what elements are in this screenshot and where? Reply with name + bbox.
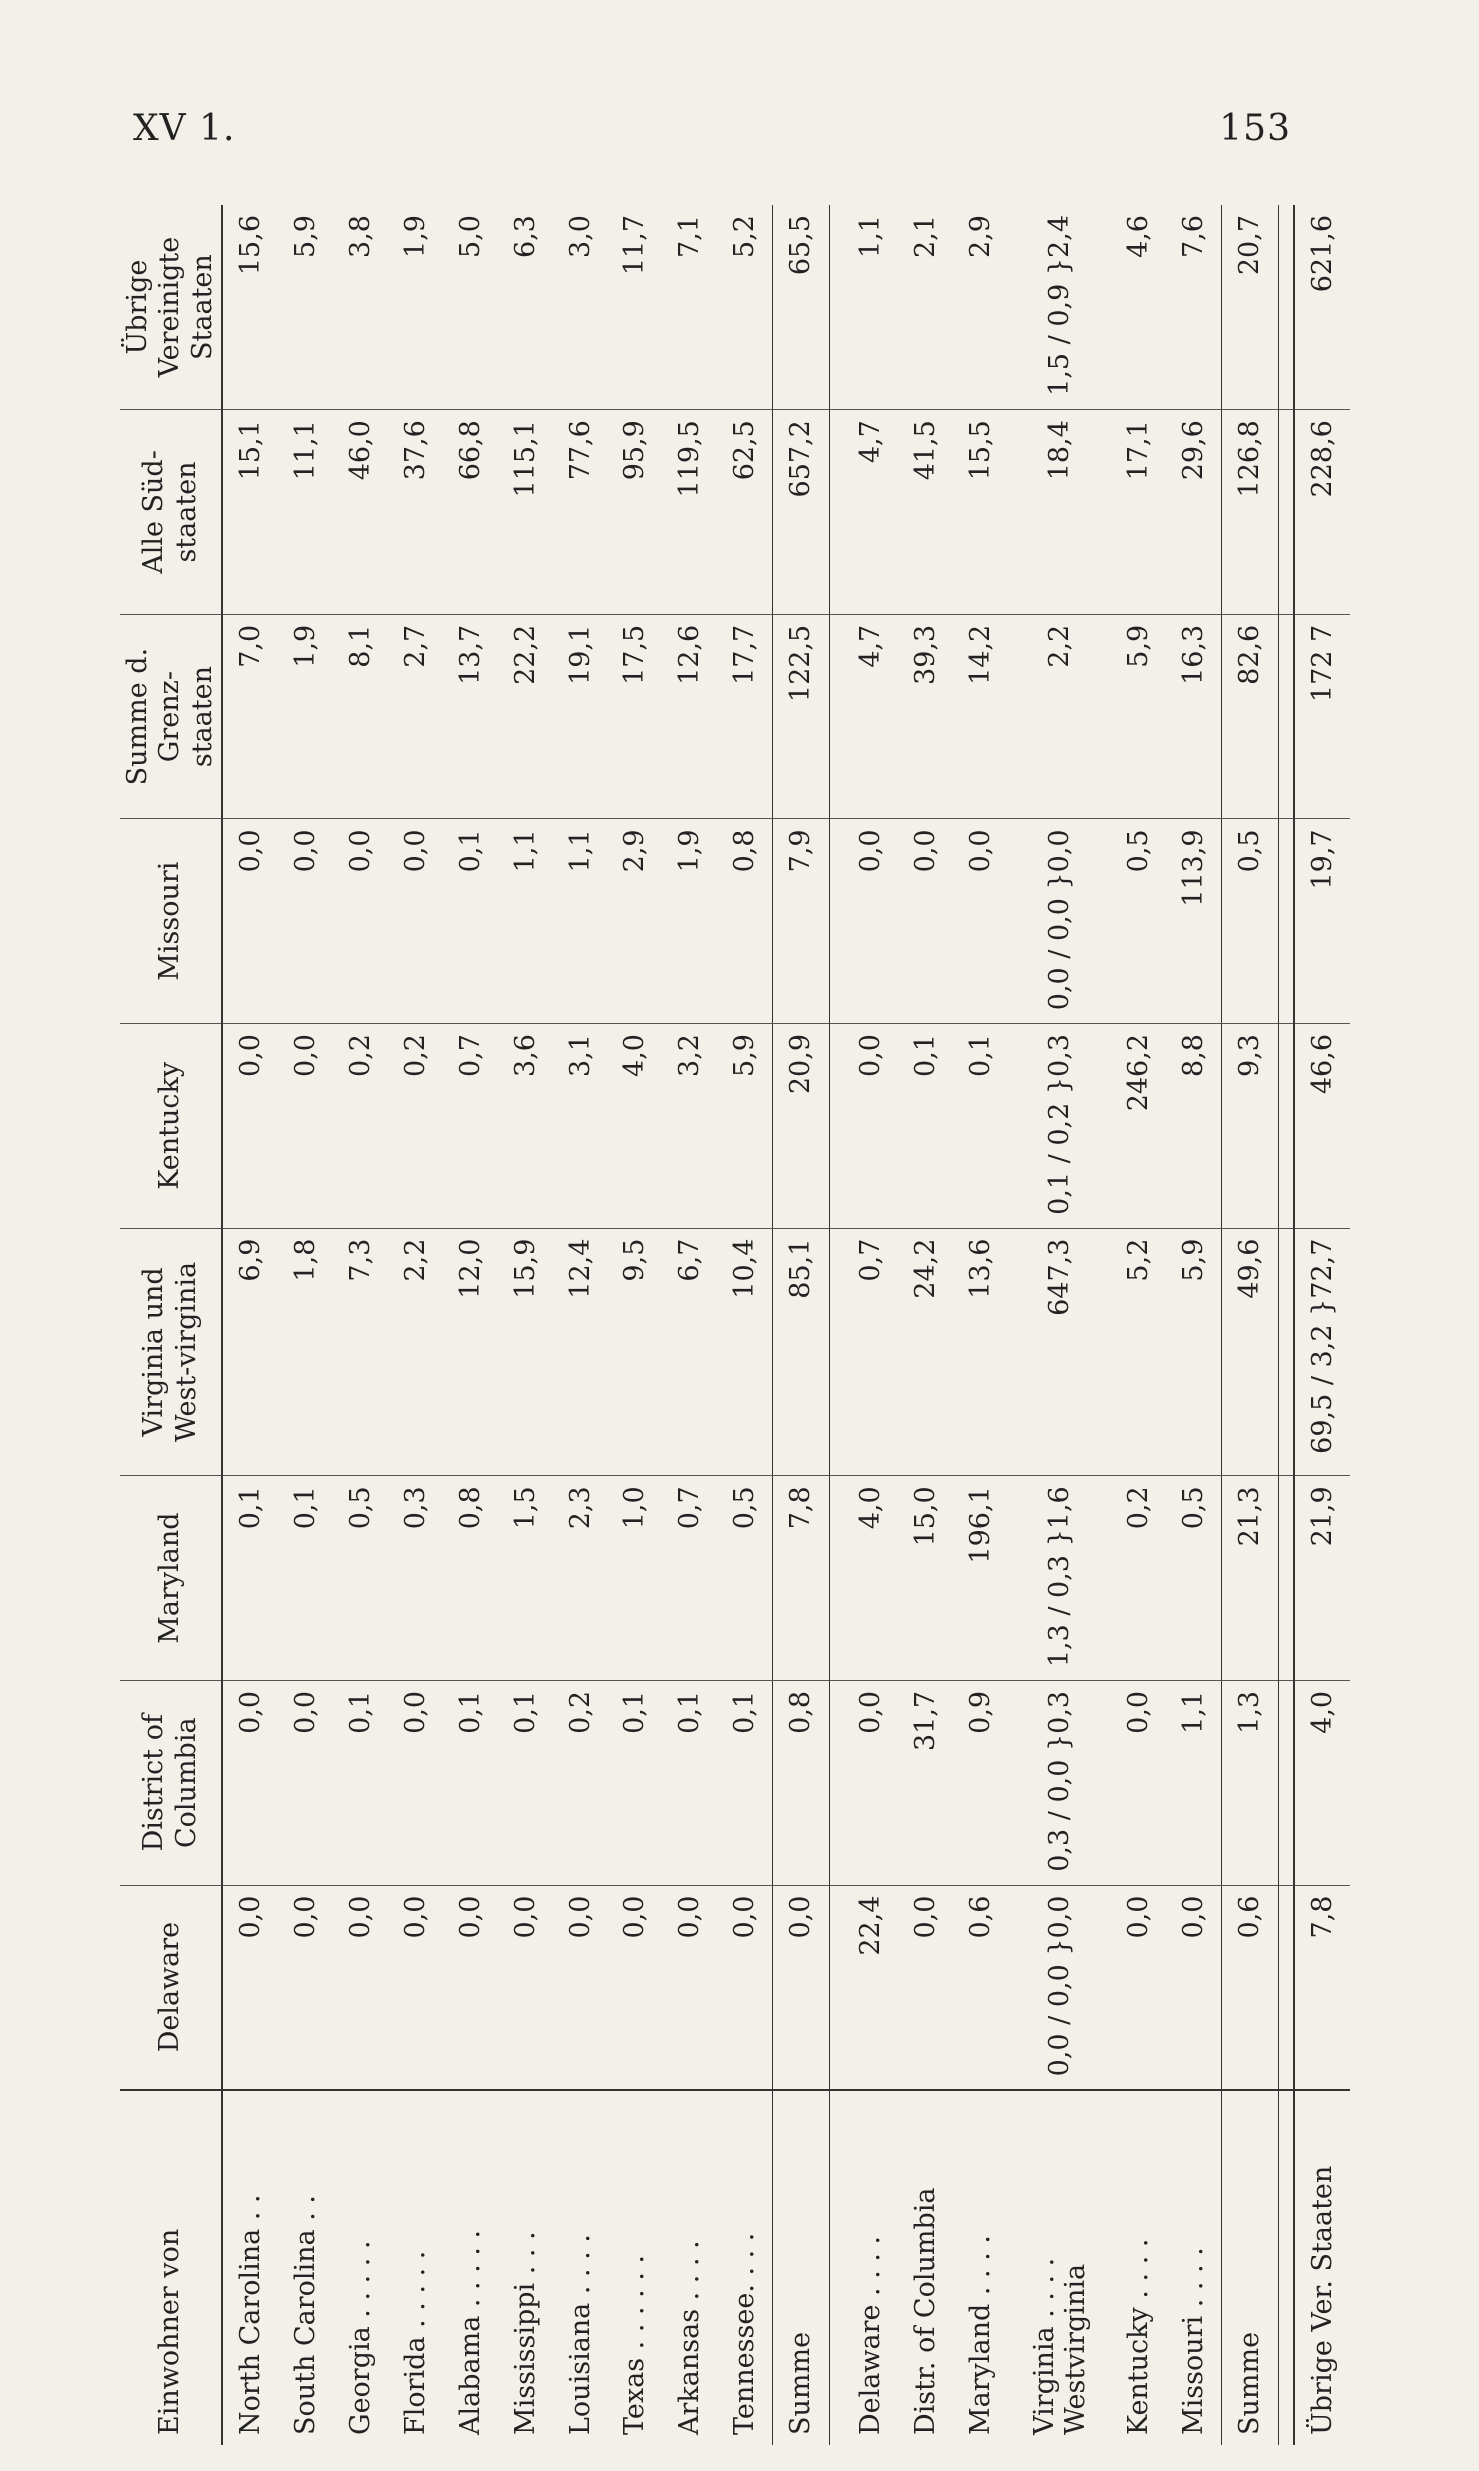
table-cell: 0,0 <box>222 1680 278 1885</box>
table-cell: 0,0 <box>279 1024 334 1229</box>
table-cell: 1,1 <box>844 205 899 410</box>
table-cell: 1,5 <box>498 1476 553 1681</box>
table-row <box>844 205 899 2445</box>
table-cell: 7,8 <box>773 1476 829 1681</box>
table-cell: 0,1 <box>498 1680 553 1885</box>
table-cell: 7,9 <box>773 819 829 1024</box>
table-cell: 49,6 <box>1222 1228 1278 1476</box>
table-row <box>498 205 553 2445</box>
table-cell: 8,1 <box>333 614 388 819</box>
table-row <box>607 205 662 2445</box>
table-cell: 0,1 <box>717 1680 773 1885</box>
table-cell: 0,3 / 0,0 }0,3 <box>1008 1680 1111 1885</box>
table-cell: 7,6 <box>1166 205 1222 410</box>
row-label: North Carolina . . <box>222 2090 278 2445</box>
table-cell: 0,6 <box>1222 1885 1278 2090</box>
table-cell: 0,7 <box>844 1228 899 1476</box>
table-cell: 2,1 <box>898 205 953 410</box>
table-cell: 19,1 <box>553 614 608 819</box>
table-row <box>1166 205 1222 2445</box>
spacer-row <box>829 205 844 2445</box>
table-cell: 16,3 <box>1166 614 1222 819</box>
table-cell: 228,6 <box>1294 410 1350 615</box>
total-row <box>1294 205 1350 2445</box>
table-cell: 2,2 <box>1008 614 1111 819</box>
table-cell: 69,5 / 3,2 }72,7 <box>1294 1228 1350 1476</box>
table-cell: 1,1 <box>553 819 608 1024</box>
column-header: Einwohner von <box>120 2090 222 2445</box>
table-cell: 196,1 <box>953 1476 1008 1681</box>
table-row <box>333 205 388 2445</box>
table-cell: 0,8 <box>443 1476 498 1681</box>
table-cell: 0,1 <box>279 1476 334 1681</box>
table-cell: 0,0 <box>279 1680 334 1885</box>
table-cell: 647,3 <box>1008 1228 1111 1476</box>
table-cell: 172 7 <box>1294 614 1350 819</box>
table-cell: 0,1 <box>333 1680 388 1885</box>
table-cell: 17,5 <box>607 614 662 819</box>
spacer-cell <box>1278 2090 1294 2445</box>
table-cell: 37,6 <box>388 410 443 615</box>
table-cell: 20,7 <box>1222 205 1278 410</box>
table-row <box>553 205 608 2445</box>
table-cell: 7,0 <box>222 614 278 819</box>
table-row <box>1111 205 1166 2445</box>
table-cell: 5,2 <box>717 205 773 410</box>
table-cell: 0,5 <box>1111 819 1166 1024</box>
row-label: Missouri . . . . <box>1166 2090 1222 2445</box>
table-cell: 2,9 <box>953 205 1008 410</box>
page-number: 153 <box>1219 108 1291 149</box>
spacer-cell <box>1278 205 1294 410</box>
table-cell: 115,1 <box>498 410 553 615</box>
table-cell: 0,3 <box>388 1476 443 1681</box>
table-cell: 0,1 <box>222 1476 278 1681</box>
spacer-cell <box>829 614 844 819</box>
table-cell: 12,6 <box>662 614 717 819</box>
table-cell: 24,2 <box>898 1228 953 1476</box>
table-cell: 1,9 <box>279 614 334 819</box>
section-mark: XV 1. <box>133 108 236 149</box>
table-cell: 4,7 <box>844 614 899 819</box>
row-label: Georgia . . . . . <box>333 2090 388 2445</box>
table-cell: 5,9 <box>279 205 334 410</box>
spacer-cell <box>829 205 844 410</box>
table-cell: 0,0 <box>388 1885 443 2090</box>
table-cell: 5,2 <box>1111 1228 1166 1476</box>
row-label: Distr. of Columbia <box>898 2090 953 2445</box>
table-cell: 0,0 <box>498 1885 553 2090</box>
spacer-cell <box>1278 1228 1294 1476</box>
table-cell: 0,0 <box>553 1885 608 2090</box>
table-cell: 9,5 <box>607 1228 662 1476</box>
table-cell: 22,4 <box>844 1885 899 2090</box>
table-cell: 6,3 <box>498 205 553 410</box>
table-cell: 65,5 <box>773 205 829 410</box>
table-cell: 0,0 <box>662 1885 717 2090</box>
table-cell: 0,0 <box>717 1885 773 2090</box>
spacer-cell <box>1278 1885 1294 2090</box>
table-cell: 95,9 <box>607 410 662 615</box>
table-cell: 0,0 <box>279 1885 334 2090</box>
table-cell: 0,0 <box>1111 1885 1166 2090</box>
table-cell: 2,3 <box>553 1476 608 1681</box>
table-cell: 11,1 <box>279 410 334 615</box>
table-cell: 113,9 <box>1166 819 1222 1024</box>
table-cell: 15,9 <box>498 1228 553 1476</box>
table-cell: 119,5 <box>662 410 717 615</box>
table-cell: 5,9 <box>1166 1228 1222 1476</box>
table-cell: 3,1 <box>553 1024 608 1229</box>
table-cell: 0,0 <box>844 1024 899 1229</box>
table-cell: 0,0 <box>222 819 278 1024</box>
table-cell: 0,0 <box>607 1885 662 2090</box>
table-cell: 0,0 <box>1166 1885 1222 2090</box>
row-label: Delaware . . . . <box>844 2090 899 2445</box>
spacer-cell <box>1278 1680 1294 1885</box>
table-cell: 9,3 <box>1222 1024 1278 1229</box>
table-cell: 3,6 <box>498 1024 553 1229</box>
table-cell: 85,1 <box>773 1228 829 1476</box>
table-cell: 5,0 <box>443 205 498 410</box>
table-cell: 13,7 <box>443 614 498 819</box>
table-row <box>717 205 773 2445</box>
table-cell: 0,0 <box>333 1885 388 2090</box>
table-cell: 10,4 <box>717 1228 773 1476</box>
row-label: Arkansas . . . . <box>662 2090 717 2445</box>
table-cell: 0,5 <box>333 1476 388 1681</box>
table-cell: 0,1 <box>898 1024 953 1229</box>
spacer-cell <box>829 1680 844 1885</box>
spacer-cell <box>829 1476 844 1681</box>
table-cell: 39,3 <box>898 614 953 819</box>
table-cell: 1,8 <box>279 1228 334 1476</box>
table-cell: 0,0 <box>333 819 388 1024</box>
column-header: Maryland <box>120 1476 222 1681</box>
header-row <box>120 205 222 2445</box>
table-cell: 82,6 <box>1222 614 1278 819</box>
row-label: Texas . . . . . . <box>607 2090 662 2445</box>
table-cell: 2,2 <box>388 1228 443 1476</box>
table-cell: 0,1 <box>443 819 498 1024</box>
table-cell: 1,9 <box>388 205 443 410</box>
table-cell: 6,7 <box>662 1228 717 1476</box>
table-cell: 0,2 <box>333 1024 388 1229</box>
row-label: South Carolina . . <box>279 2090 334 2445</box>
table-cell: 0,0 <box>844 1680 899 1885</box>
row-label: Mississippi . . . <box>498 2090 553 2445</box>
row-label: Kentucky . . . . <box>1111 2090 1166 2445</box>
table-cell: 0,0 <box>222 1024 278 1229</box>
table-cell: 3,8 <box>333 205 388 410</box>
spacer-cell <box>829 2090 844 2445</box>
table-cell: 31,7 <box>898 1680 953 1885</box>
spacer-cell <box>1278 614 1294 819</box>
spacer-cell <box>829 1024 844 1229</box>
spacer-cell <box>829 1228 844 1476</box>
table-cell: 0,2 <box>553 1680 608 1885</box>
sum-row <box>1222 205 1278 2445</box>
table-cell: 0,0 <box>1111 1680 1166 1885</box>
table-row <box>222 205 278 2445</box>
table-cell: 7,8 <box>1294 1885 1350 2090</box>
table-cell: 15,5 <box>953 410 1008 615</box>
column-header: Virginia und West-virginia <box>120 1228 222 1476</box>
table-cell: 15,0 <box>898 1476 953 1681</box>
table-cell: 0,0 / 0,0 }0,0 <box>1008 819 1111 1024</box>
table-cell: 21,3 <box>1222 1476 1278 1681</box>
table-cell: 0,9 <box>953 1680 1008 1885</box>
table-cell: 1,0 <box>607 1476 662 1681</box>
table-cell: 0,1 <box>443 1680 498 1885</box>
table-cell: 2,7 <box>388 614 443 819</box>
table-cell: 17,1 <box>1111 410 1166 615</box>
table-cell: 18,4 <box>1008 410 1111 615</box>
table-cell: 0,0 <box>773 1885 829 2090</box>
table-cell: 11,7 <box>607 205 662 410</box>
table-row <box>1008 205 1111 2445</box>
table-cell: 4,0 <box>1294 1680 1350 1885</box>
table-cell: 14,2 <box>953 614 1008 819</box>
table-cell: 0,1 <box>662 1680 717 1885</box>
table-cell: 0,0 <box>898 1885 953 2090</box>
table-cell: 8,8 <box>1166 1024 1222 1229</box>
row-label: Summe <box>773 2090 829 2445</box>
table-cell: 1,3 <box>1222 1680 1278 1885</box>
row-label: Virginia . . . . Westvirginia <box>1008 2090 1111 2445</box>
row-label: Florida . . . . . <box>388 2090 443 2445</box>
column-header: Delaware <box>120 1885 222 2090</box>
table-cell: 62,5 <box>717 410 773 615</box>
spacer-cell <box>1278 1476 1294 1681</box>
sum-row <box>773 205 829 2445</box>
column-header: District of Columbia <box>120 1680 222 1885</box>
table-row <box>388 205 443 2445</box>
row-label: Maryland . . . . <box>953 2090 1008 2445</box>
table-cell: 1,1 <box>1166 1680 1222 1885</box>
table-cell: 0,0 <box>388 819 443 1024</box>
table-cell: 0,0 <box>953 819 1008 1024</box>
table-cell: 4,0 <box>607 1024 662 1229</box>
table-cell: 6,9 <box>222 1228 278 1476</box>
table-row <box>279 205 334 2445</box>
column-header: Übrige Vereinigte Staaten <box>120 205 222 410</box>
spacer-cell <box>829 1885 844 2090</box>
spacer-row <box>1278 205 1294 2445</box>
spacer-cell <box>1278 1024 1294 1229</box>
table-cell: 0,1 / 0,2 }0,3 <box>1008 1024 1111 1229</box>
table-cell: 3,0 <box>553 205 608 410</box>
table-row <box>898 205 953 2445</box>
table-cell: 657,2 <box>773 410 829 615</box>
spacer-cell <box>829 819 844 1024</box>
table-cell: 17,7 <box>717 614 773 819</box>
statistics-table-rotated <box>120 205 1350 2445</box>
table-cell: 0,5 <box>1166 1476 1222 1681</box>
table-cell: 0,0 / 0,0 }0,0 <box>1008 1885 1111 2090</box>
row-label: Tennessee. . . . <box>717 2090 773 2445</box>
table-cell: 0,8 <box>773 1680 829 1885</box>
table-cell: 4,0 <box>844 1476 899 1681</box>
column-header: Alle Süd-staaten <box>120 410 222 615</box>
table-cell: 1,5 / 0,9 }2,4 <box>1008 205 1111 410</box>
table-cell: 13,6 <box>953 1228 1008 1476</box>
row-label: Übrige Ver. Staaten <box>1294 2090 1350 2445</box>
table-cell: 0,0 <box>222 1885 278 2090</box>
table-cell: 7,1 <box>662 205 717 410</box>
table-cell: 0,2 <box>388 1024 443 1229</box>
table-cell: 1,9 <box>662 819 717 1024</box>
table-row <box>443 205 498 2445</box>
table-cell: 0,1 <box>953 1024 1008 1229</box>
table-cell: 19,7 <box>1294 819 1350 1024</box>
table-cell: 7,3 <box>333 1228 388 1476</box>
table-cell: 2,9 <box>607 819 662 1024</box>
spacer-cell <box>829 410 844 615</box>
spacer-cell <box>1278 410 1294 615</box>
column-header: Missouri <box>120 819 222 1024</box>
table-cell: 0,7 <box>443 1024 498 1229</box>
table-cell: 12,0 <box>443 1228 498 1476</box>
table-cell: 21,9 <box>1294 1476 1350 1681</box>
table-cell: 46,0 <box>333 410 388 615</box>
statistics-table <box>120 205 1350 2445</box>
table-cell: 15,1 <box>222 410 278 615</box>
table-cell: 621,6 <box>1294 205 1350 410</box>
spacer-cell <box>1278 819 1294 1024</box>
row-label: Louisiana . . . . <box>553 2090 608 2445</box>
table-cell: 4,7 <box>844 410 899 615</box>
table-cell: 0,5 <box>717 1476 773 1681</box>
table-cell: 0,0 <box>388 1680 443 1885</box>
table-cell: 1,1 <box>498 819 553 1024</box>
table-body <box>222 205 1350 2445</box>
table-cell: 0,0 <box>898 819 953 1024</box>
table-cell: 0,7 <box>662 1476 717 1681</box>
table-cell: 0,1 <box>607 1680 662 1885</box>
table-cell: 1,3 / 0,3 }1,6 <box>1008 1476 1111 1681</box>
table-cell: 0,6 <box>953 1885 1008 2090</box>
table-cell: 4,6 <box>1111 205 1166 410</box>
table-cell: 0,0 <box>279 819 334 1024</box>
table-cell: 41,5 <box>898 410 953 615</box>
table-row <box>953 205 1008 2445</box>
table-cell: 12,4 <box>553 1228 608 1476</box>
table-cell: 126,8 <box>1222 410 1278 615</box>
table-cell: 77,6 <box>553 410 608 615</box>
table-cell: 29,6 <box>1166 410 1222 615</box>
table-cell: 22,2 <box>498 614 553 819</box>
table-cell: 15,6 <box>222 205 278 410</box>
table-cell: 246,2 <box>1111 1024 1166 1229</box>
row-label: Summe <box>1222 2090 1278 2445</box>
column-header: Summe d. Grenz-staaten <box>120 614 222 819</box>
table-cell: 66,8 <box>443 410 498 615</box>
table-cell: 0,0 <box>844 819 899 1024</box>
table-cell: 0,5 <box>1222 819 1278 1024</box>
table-cell: 20,9 <box>773 1024 829 1229</box>
table-cell: 3,2 <box>662 1024 717 1229</box>
row-label: Alabama . . . . . <box>443 2090 498 2445</box>
table-cell: 5,9 <box>717 1024 773 1229</box>
table-cell: 122,5 <box>773 614 829 819</box>
table-cell: 0,8 <box>717 819 773 1024</box>
column-header: Kentucky <box>120 1024 222 1229</box>
table-cell: 5,9 <box>1111 614 1166 819</box>
table-cell: 0,2 <box>1111 1476 1166 1681</box>
page-header <box>0 0 1479 200</box>
table-cell: 46,6 <box>1294 1024 1350 1229</box>
table-row <box>662 205 717 2445</box>
table-cell: 0,0 <box>443 1885 498 2090</box>
